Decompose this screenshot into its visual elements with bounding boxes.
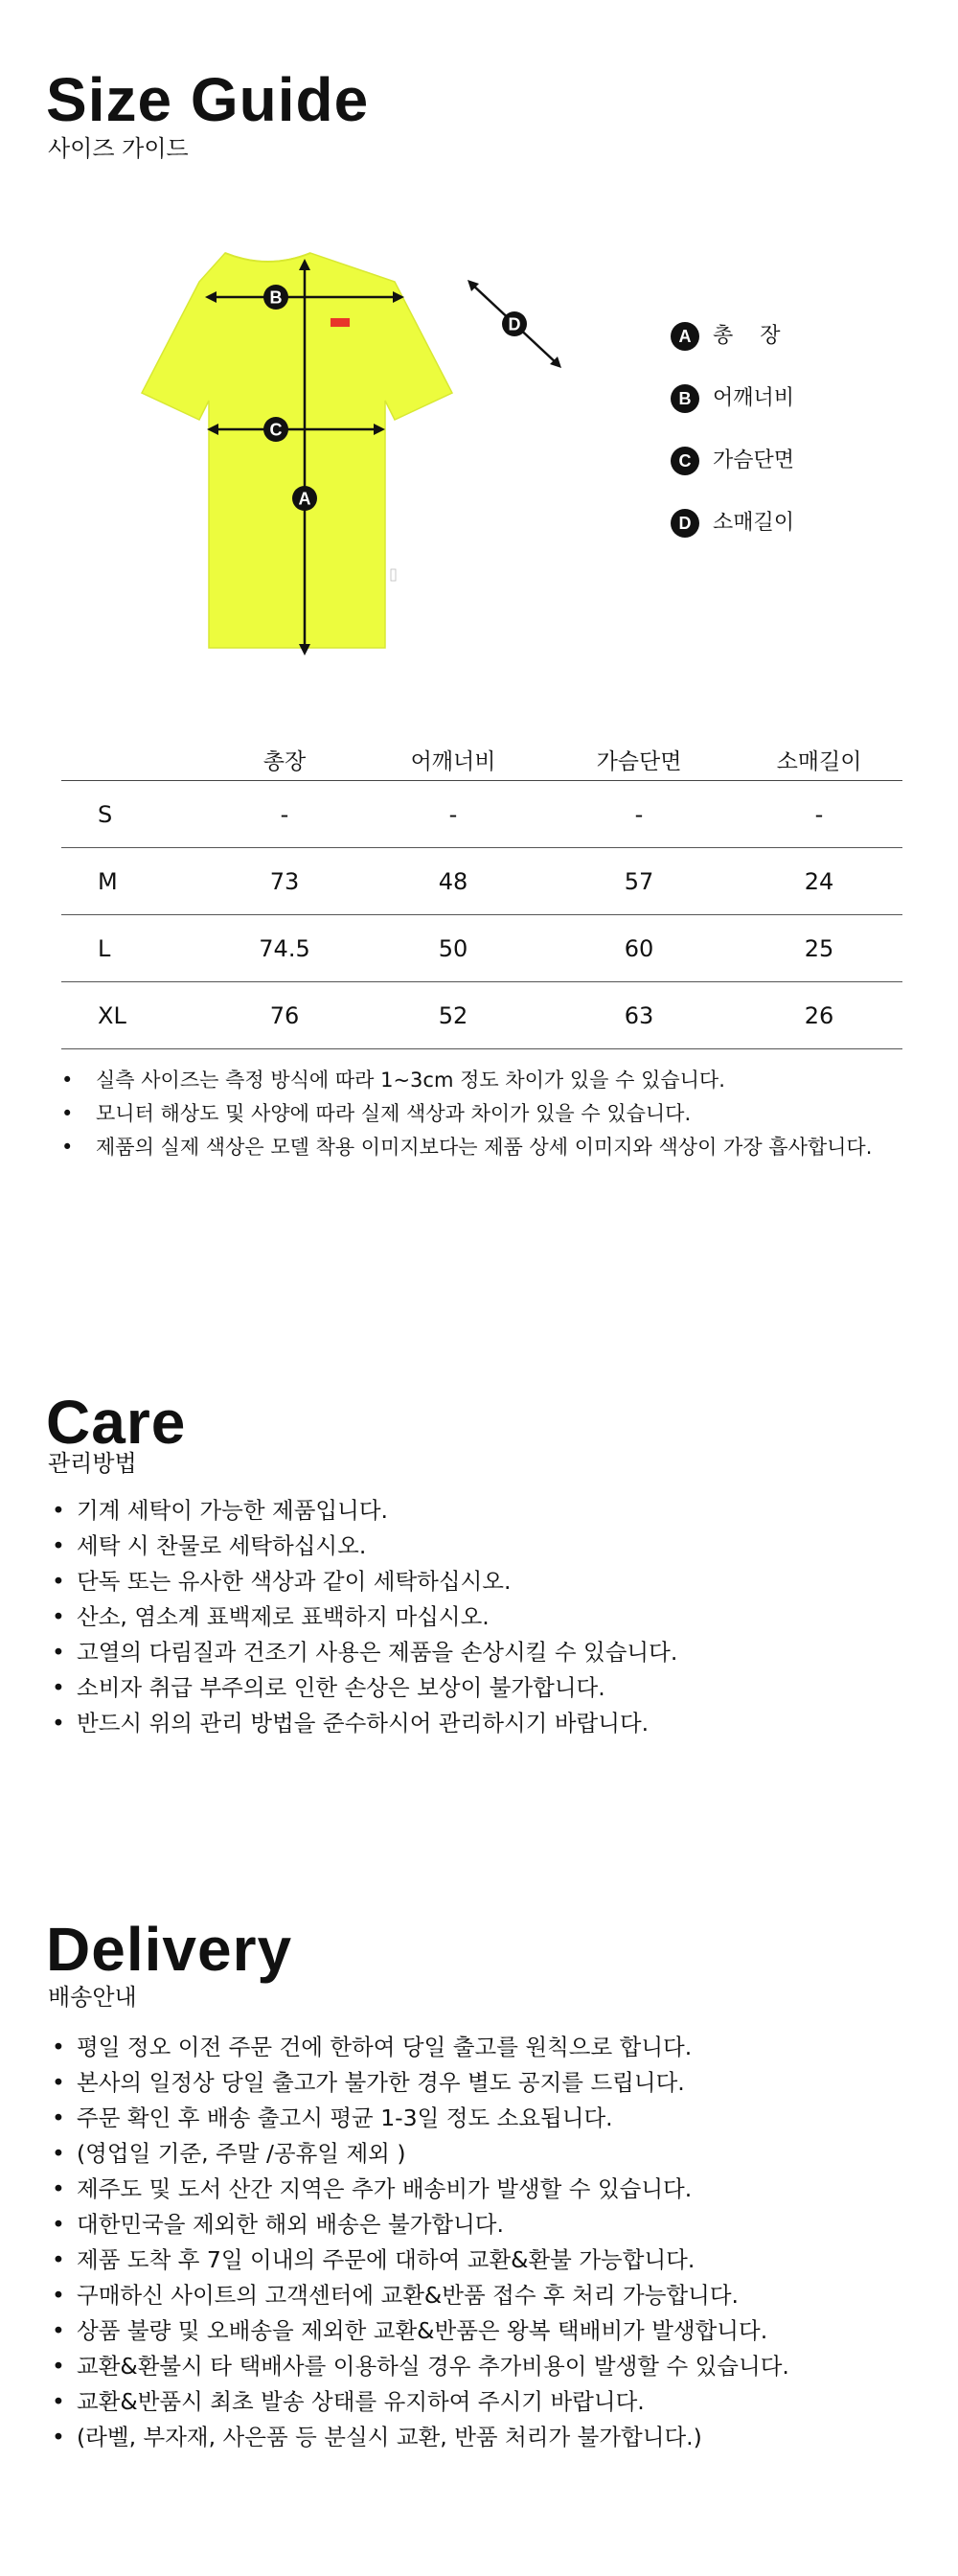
legend-badge-b: B	[671, 384, 699, 413]
list-item: • 반드시 위의 관리 방법을 준수하시어 관리하시기 바랍니다.	[48, 1706, 677, 1741]
svg-text:D: D	[508, 314, 521, 334]
table-row	[61, 781, 902, 848]
list-item: • 구매하신 사이트의 고객센터에 교환&반품 접수 후 처리 가능합니다.	[48, 2278, 789, 2313]
tshirt-measurement-diagram	[96, 240, 594, 661]
list-item: • 기계 세탁이 가능한 제품입니다.	[48, 1493, 677, 1529]
list-item: • 제주도 및 도서 산간 지역은 추가 배송비가 발생할 수 있습니다.	[48, 2172, 789, 2207]
svg-text:A: A	[298, 489, 311, 509]
legend-badge-a: A	[671, 322, 699, 351]
size-label: M	[61, 848, 205, 915]
legend-label-a: 총 장	[713, 324, 781, 348]
table-cell: 48	[364, 848, 542, 915]
table-cell: -	[364, 781, 542, 848]
marker-c	[263, 417, 288, 442]
measurement-legend	[671, 322, 920, 571]
marker-a	[292, 486, 317, 511]
legend-badge-c: C	[671, 447, 699, 475]
marker-d	[502, 311, 527, 336]
size-label: S	[61, 781, 205, 848]
care-title: Care	[46, 1388, 187, 1457]
list-item: • (라벨, 부자재, 사은품 등 분실시 교환, 반품 처리가 불가합니다.)	[48, 2420, 789, 2455]
size-notes	[48, 1064, 872, 1164]
table-cell: 76	[205, 982, 364, 1049]
table-cell: 57	[542, 848, 736, 915]
legend-item-a	[671, 322, 920, 351]
table-cell: 60	[542, 915, 736, 982]
size-guide-title: Size Guide	[46, 65, 370, 134]
size-label: XL	[61, 982, 205, 1049]
column-header-size	[61, 738, 205, 781]
list-item: • 교환&환불시 타 택배사를 이용하실 경우 추가비용이 발생할 수 있습니다.	[48, 2349, 789, 2384]
table-row	[61, 848, 902, 915]
svg-text:B: B	[269, 288, 283, 308]
table-cell: 63	[542, 982, 736, 1049]
table-cell: 26	[736, 982, 902, 1049]
column-header-length: 총장	[205, 738, 364, 781]
delivery-subtitle: 배송안내	[48, 1984, 137, 2011]
table-header-row	[61, 738, 902, 781]
legend-label-c: 가슴단면	[713, 448, 795, 472]
marker-b	[263, 285, 288, 310]
list-item: • 실측 사이즈는 측정 방식에 따라 1~3cm 정도 차이가 있을 수 있습니다.	[48, 1064, 872, 1097]
legend-label-b: 어깨너비	[713, 386, 795, 410]
column-header-sleeve: 소매길이	[736, 738, 902, 781]
table-cell: 73	[205, 848, 364, 915]
list-item: • 대한민국을 제외한 해외 배송은 불가합니다.	[48, 2207, 789, 2242]
list-item: • 소비자 취급 부주의로 인한 손상은 보상이 불가합니다.	[48, 1670, 677, 1706]
delivery-list	[48, 2030, 789, 2455]
list-item: • 모니터 해상도 및 사양에 따라 실제 색상과 차이가 있을 수 있습니다.	[48, 1097, 872, 1131]
size-table	[61, 738, 902, 1049]
list-item: • (영업일 기준, 주말 /공휴일 제외 )	[48, 2136, 789, 2172]
legend-badge-d: D	[671, 509, 699, 538]
size-guide-subtitle: 사이즈 가이드	[48, 135, 189, 162]
list-item: • 단독 또는 유사한 색상과 같이 세탁하십시오.	[48, 1564, 677, 1599]
care-subtitle: 관리방법	[48, 1450, 137, 1477]
list-item: • 산소, 염소계 표백제로 표백하지 마십시오.	[48, 1599, 677, 1635]
table-cell: -	[542, 781, 736, 848]
list-item: • 제품의 실제 색상은 모델 착용 이미지보다는 제품 상세 이미지와 색상이 가장 흡사합니다.	[48, 1131, 872, 1164]
list-item: • 평일 정오 이전 주문 건에 한하여 당일 출고를 원칙으로 합니다.	[48, 2030, 789, 2065]
list-item: • 교환&반품시 최초 발송 상태를 유지하여 주시기 바랍니다.	[48, 2384, 789, 2420]
list-item: • 주문 확인 후 배송 출고시 평균 1-3일 정도 소요됩니다.	[48, 2101, 789, 2136]
logo-patch	[331, 318, 350, 327]
svg-text:C: C	[269, 420, 283, 440]
table-cell: -	[736, 781, 902, 848]
care-list	[48, 1493, 677, 1741]
table-cell: 50	[364, 915, 542, 982]
table-row	[61, 915, 902, 982]
legend-item-b	[671, 384, 920, 413]
legend-item-c	[671, 447, 920, 475]
table-row	[61, 982, 902, 1049]
table-cell: 24	[736, 848, 902, 915]
hem-tag	[391, 569, 396, 581]
tshirt-illustration	[142, 253, 452, 648]
table-cell: 74.5	[205, 915, 364, 982]
delivery-title: Delivery	[46, 1915, 293, 1984]
table-cell: 25	[736, 915, 902, 982]
table-cell: 52	[364, 982, 542, 1049]
table-cell: -	[205, 781, 364, 848]
list-item: • 본사의 일정상 당일 출고가 불가한 경우 별도 공지를 드립니다.	[48, 2065, 789, 2101]
legend-label-d: 소매길이	[713, 511, 795, 535]
list-item: • 고열의 다림질과 건조기 사용은 제품을 손상시킬 수 있습니다.	[48, 1635, 677, 1670]
column-header-chest: 가슴단면	[542, 738, 736, 781]
list-item: • 제품 도착 후 7일 이내의 주문에 대하여 교환&환불 가능합니다.	[48, 2242, 789, 2278]
column-header-shoulder: 어깨너비	[364, 738, 542, 781]
list-item: • 세탁 시 찬물로 세탁하십시오.	[48, 1529, 677, 1564]
list-item: • 상품 불량 및 오배송을 제외한 교환&반품은 왕복 택배비가 발생합니다.	[48, 2313, 789, 2349]
size-label: L	[61, 915, 205, 982]
legend-item-d	[671, 509, 920, 538]
